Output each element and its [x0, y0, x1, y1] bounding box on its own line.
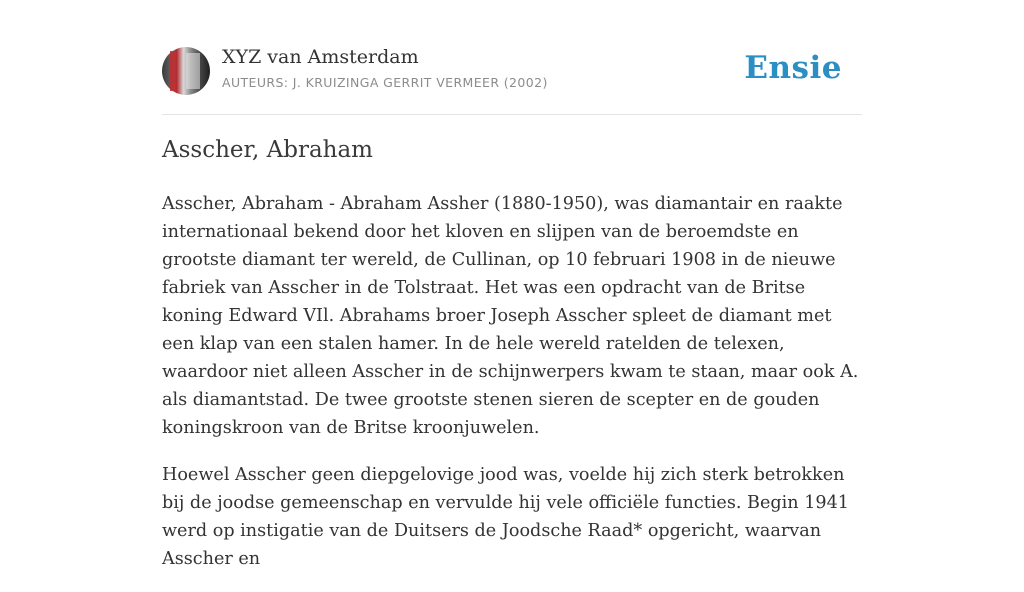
source-header: [162, 44, 862, 115]
ensie-logo[interactable]: Ensie: [744, 50, 842, 86]
entry-paragraph: Hoewel Asscher geen diepgelovige jood was, voelde hij zich sterk betrokken bij de joodse gemeenschap en vervulde hij vele officiële functies. Begin 1941 werd op instigatie van de Duitsers de Joodsche Raad* opgericht, waarvan Asscher en: [162, 465, 849, 569]
source-authors: AUTEURS: J. KRUIZINGA GERRIT VERMEER (2002): [222, 75, 548, 90]
entry-body: [162, 190, 862, 592]
source-avatar[interactable]: [162, 47, 210, 95]
avatar-highlight: [186, 53, 200, 89]
avatar-detail: [170, 51, 176, 91]
source-title-link[interactable]: XYZ van Amsterdam: [222, 46, 419, 68]
entry-title: Asscher, Abraham: [162, 137, 373, 163]
entry-paragraph: Asscher, Abraham - Abraham Assher (1880-1950), was diamantair en raakte internationaal bekend door het kloven en slijpen van de beroemdste en grootste diamant ter wereld, de Cullinan, op 10 februari 1908 in de nieuwe fabriek van Asscher in de Tolstraat. Het was een opdracht van de Britse koning Edward VIl. Abrahams broer Joseph Asscher spleet de diamant met een klap van een stalen hamer. In de hele wereld ratelden de telexen, waardoor niet alleen Asscher in de schijnwerpers kwam te staan, maar ook A. als diamantstad. De twee grootste stenen sieren de scepter en de gouden koningskroon van de Britse kroonjuwelen.: [162, 194, 859, 438]
